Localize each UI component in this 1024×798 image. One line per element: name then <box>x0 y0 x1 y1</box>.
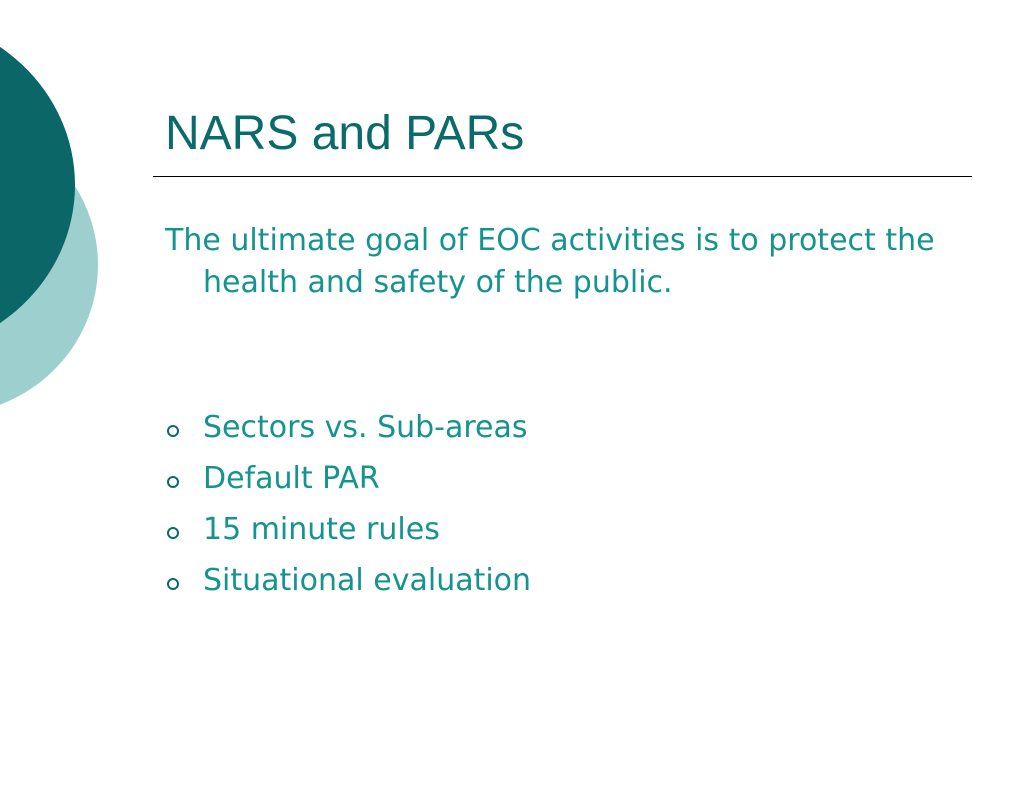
hollow-circle-bullet-icon <box>167 527 179 539</box>
hollow-circle-bullet-icon <box>167 578 179 590</box>
hollow-circle-bullet-icon <box>167 425 179 437</box>
slide-title: NARS and PARs <box>165 107 525 160</box>
bullet-text: Situational evaluation <box>203 563 532 598</box>
bullet-text: Default PAR <box>203 461 380 496</box>
intro-paragraph: The ultimate goal of EOC activities is to protect the health and safety of the public. <box>165 223 935 300</box>
title-divider <box>153 176 972 177</box>
bullet-text: Sectors vs. Sub-areas <box>203 410 528 445</box>
hollow-circle-bullet-icon <box>167 476 179 488</box>
bullet-text: 15 minute rules <box>203 512 440 547</box>
